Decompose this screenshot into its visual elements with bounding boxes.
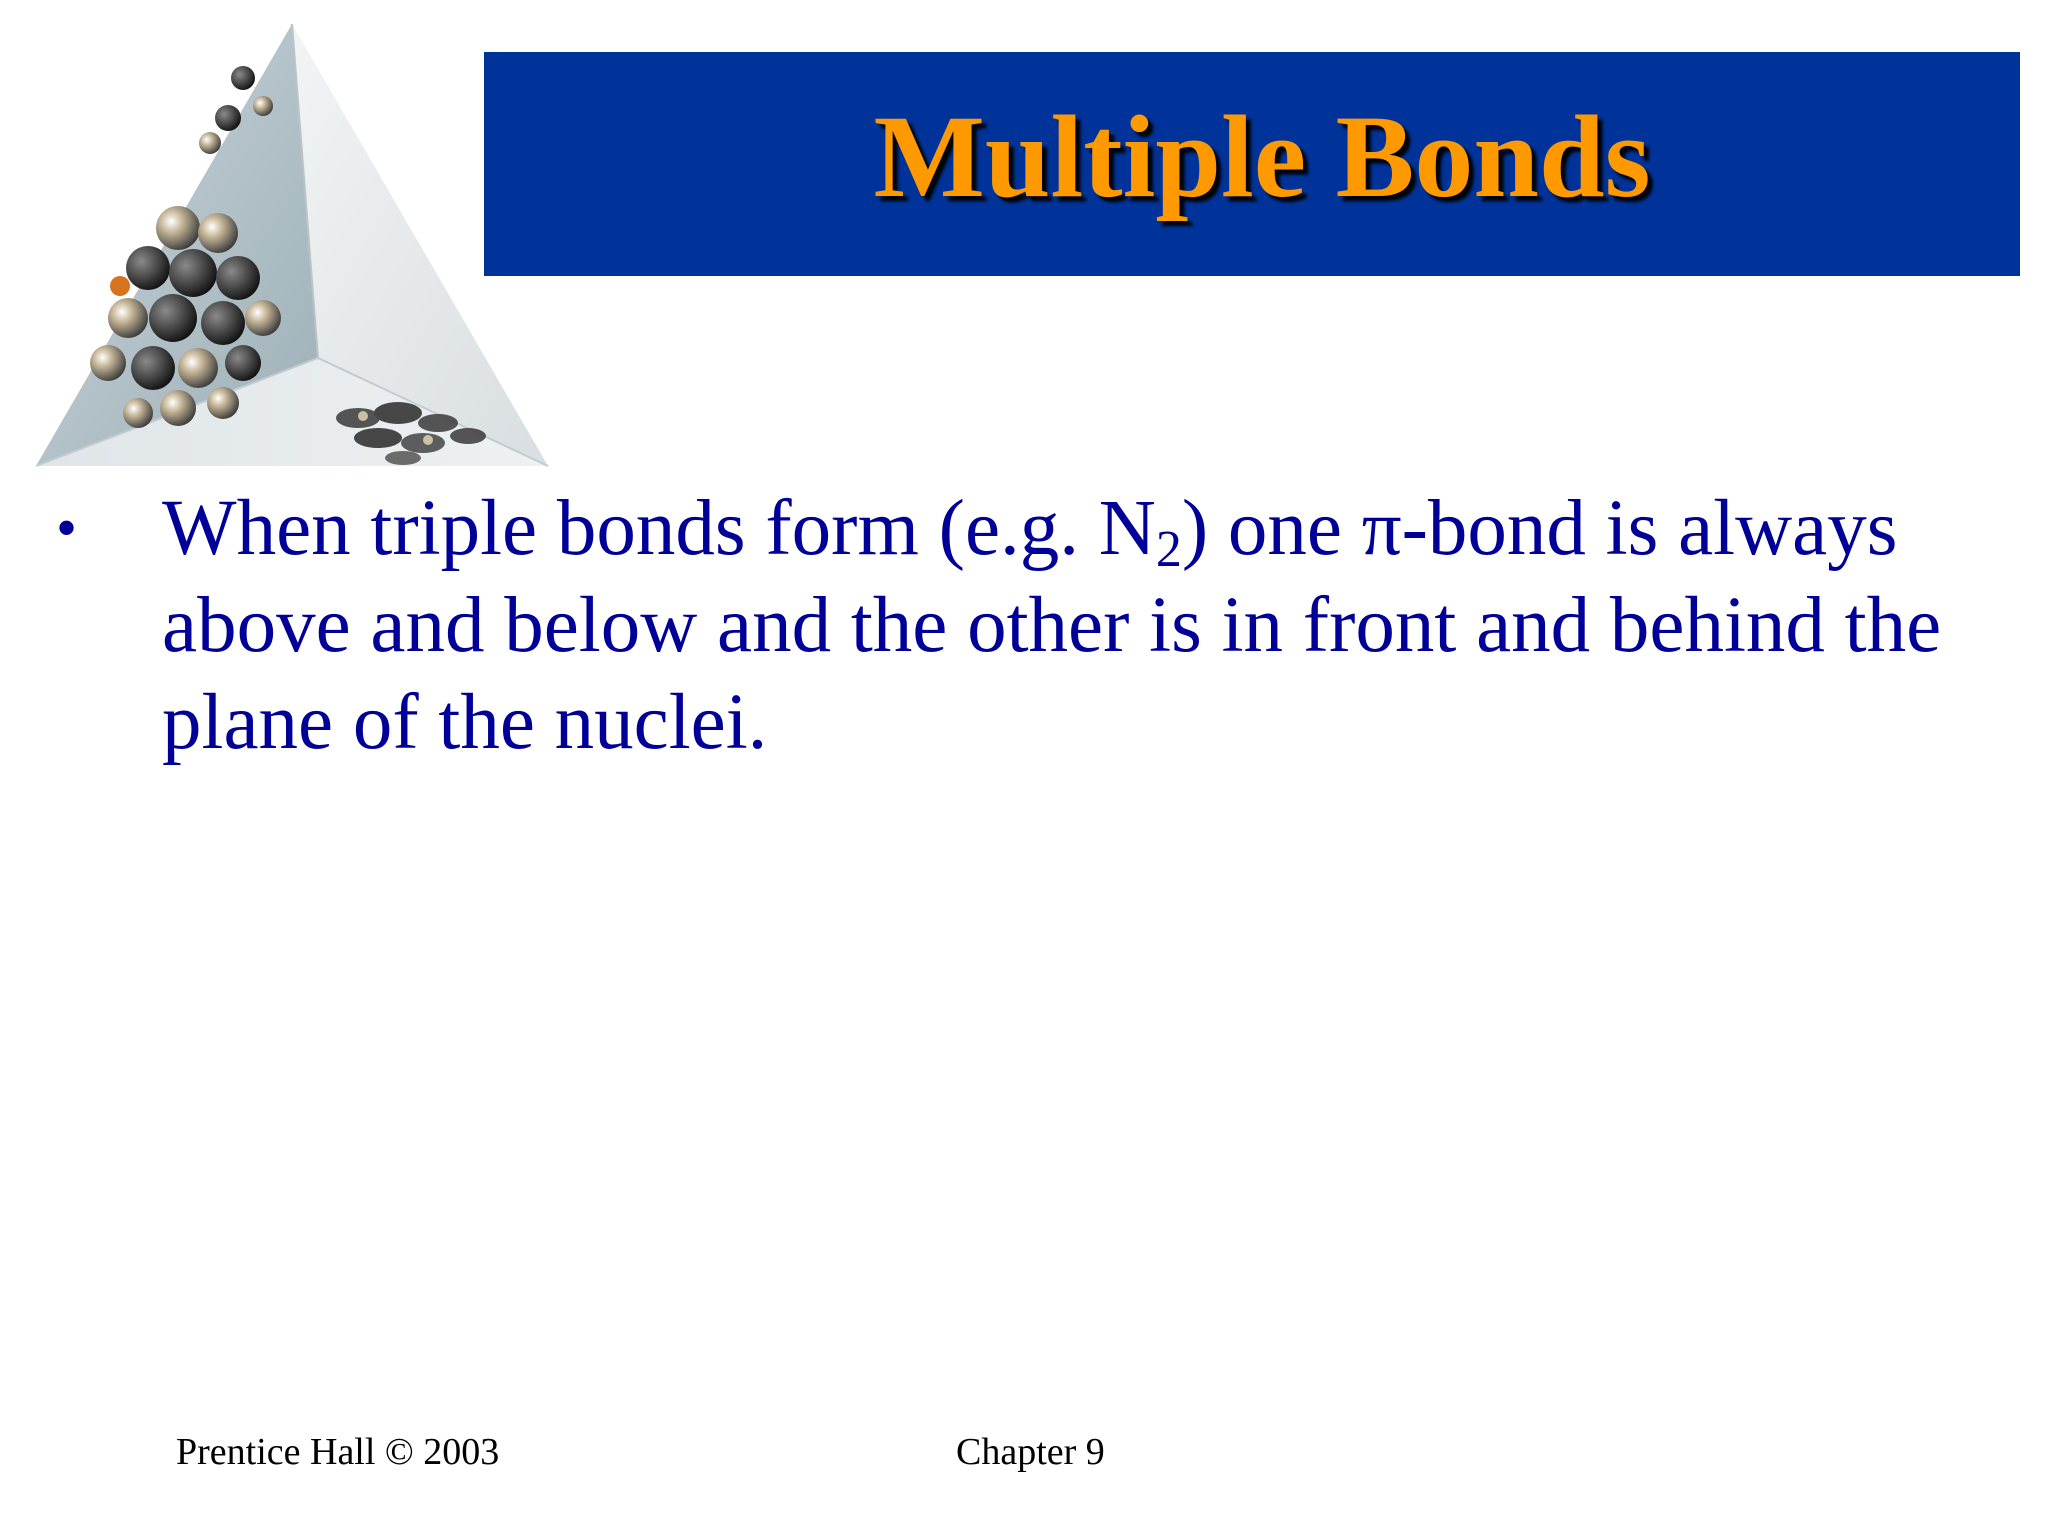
bullet-text-part-1: When triple bonds form (e.g. N bbox=[162, 485, 1156, 572]
bullet-text-part-2: ) one π-bond is always above and below and the other is in front and behind the plane of the nuclei. bbox=[162, 485, 1942, 766]
footer-copyright: Prentice Hall © 2003 bbox=[176, 1431, 500, 1473]
bullet-list bbox=[52, 480, 1992, 771]
footer-chapter: Chapter 9 bbox=[956, 1431, 1105, 1473]
bullet-subscript: 2 bbox=[1155, 521, 1182, 578]
bullet-marker: • bbox=[56, 495, 78, 561]
slide-title: Multiple Bonds bbox=[873, 91, 1651, 222]
title-bar bbox=[484, 52, 2020, 276]
bullet-text bbox=[162, 480, 1992, 771]
